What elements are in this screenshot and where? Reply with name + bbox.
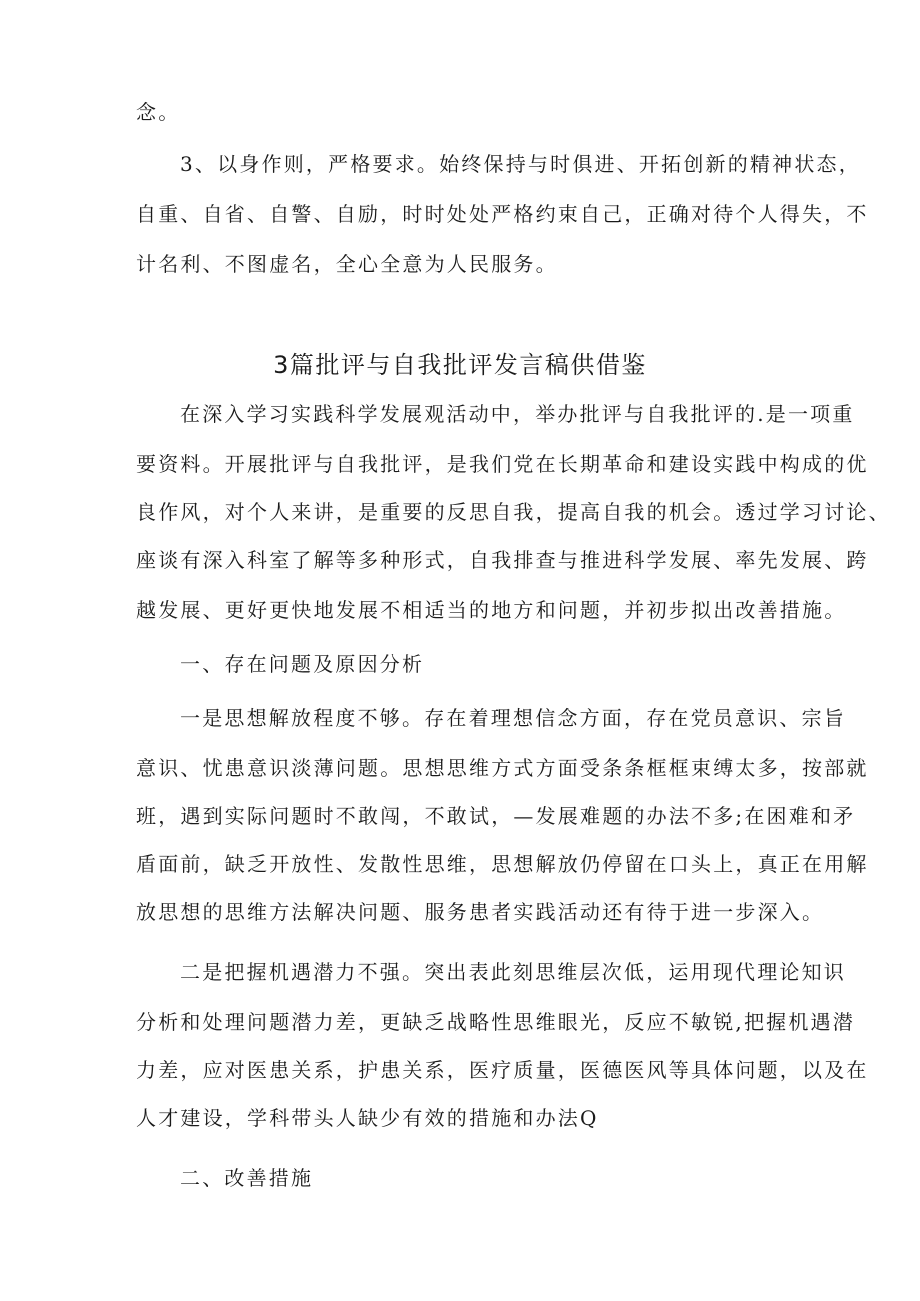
point-2-line-4: 人才建设，学科带头人缺少有效的措施和办法Q	[136, 1106, 599, 1130]
point-1-line-1: 一是思想解放程度不够。存在着理想信念方面，存在党员意识、宗旨	[180, 706, 846, 730]
item-3-line-1: 3、以身作则，严格要求。始终保持与时俱进、开拓创新的精神状态，	[180, 152, 861, 176]
intro-line-1: 在深入学习实践科学发展观活动中，举办批评与自我批评的.是一项重	[180, 402, 855, 426]
intro-line-4: 座谈有深入科室了解等多种形式，自我排查与推进科学发展、率先发展、跨	[136, 548, 869, 572]
item-3-line-3: 计名利、不图虚名，全心全意为人民服务。	[136, 252, 558, 276]
intro-line-5: 越发展、更好更快地发展不相适当的地方和问题，并初步拟出改善措施。	[136, 598, 847, 622]
continuation-line: 念。	[136, 100, 181, 124]
point-2-line-2: 分析和处理问题潜力差，更缺乏战略性思维眼光，反应不敏锐,把握机遇潜	[136, 1010, 855, 1034]
item-3-line-2: 自重、自省、自警、自励，时时处处严格约束自己，正确对待个人得失，不	[136, 202, 869, 226]
intro-line-3: 良作风，对个人来讲，是重要的反思自我，提高自我的机会。透过学习讨论、	[136, 500, 891, 524]
document-title: 3篇批评与自我批评发言稿供借鉴	[273, 351, 647, 379]
point-1-line-3: 班，遇到实际问题时不敢闯，不敢试，—发展难题的办法不多;在困难和矛	[136, 804, 856, 828]
section-2-heading: 二、改善措施	[180, 1166, 314, 1190]
point-2-line-3: 力差，应对医患关系，护患关系，医疗质量，医德医风等具体问题，以及在	[136, 1058, 869, 1082]
intro-line-2: 要资料。开展批评与自我批评，是我们党在长期革命和建设实践中构成的优	[136, 452, 869, 476]
point-1-line-4: 盾面前，缺乏开放性、发散性思维，思想解放仍停留在口头上，真正在用解	[136, 852, 869, 876]
point-1-line-2: 意识、忧患意识淡薄问题。思想思维方式方面受条条框框束缚太多，按部就	[136, 756, 869, 780]
point-2-line-1: 二是把握机遇潜力不强。突出表此刻思维层次低，运用现代理论知识	[180, 960, 846, 984]
section-1-heading: 一、存在问题及原因分析	[180, 652, 425, 676]
point-1-line-5: 放思想的思维方法解决问题、服务患者实践活动还有待于进一步深入。	[136, 900, 825, 924]
